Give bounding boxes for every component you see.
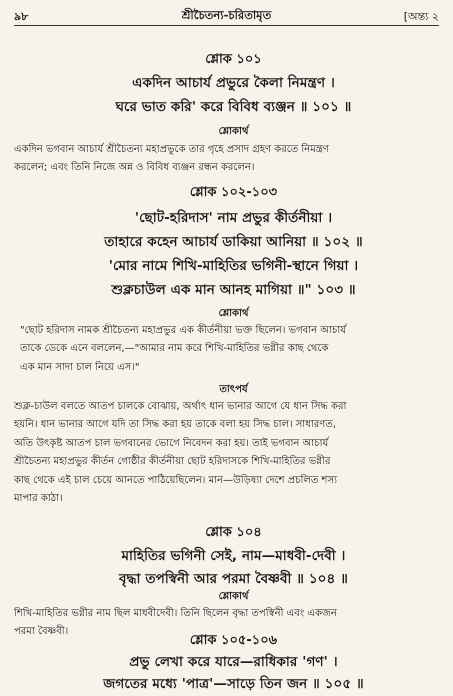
text-line: পরমা বৈষ্ণবী। [14,626,69,638]
chapter-marker: [অন্ত্য ২ [403,10,439,23]
verse-line: ঘরে ভাত করি' করে বিবিধ ব্যঞ্জন ॥ ১০১ ॥ [115,99,352,115]
translation-paragraph [14,141,437,178]
verse-line: মাহিতির ভগিনী সেই, নাম—মাধবী-দেবী । [121,548,346,564]
verse-line: একদিন আচার্য প্রভুরে কৈলা নিমন্ত্রণ । [132,75,335,91]
verse-heading: শ্লোক ১০২-১০৩ [189,185,278,200]
running-title: শ্রীচৈতন্য-চরিতামৃত [181,8,272,22]
text-line: "ছোট হরিদাস নামক শ্রীচৈতন্য মহাপ্রভুর এক কীর্তনীয়া ভক্ত ছিলেন। ভগবান আচার্য [20,325,346,336]
page-header [14,6,439,26]
verse-line: প্রভু লেখা করে যারে—রাধিকার 'গণ' । [129,654,338,670]
text-line: শুক্ল-চাউল বলতে আতপ চালকে বোঝায়, অর্থাৎ ধান ভানার আগে যে ধান সিদ্ধ করা [14,401,347,412]
text-line: এক মান সাদা চাল নিয়ে এস।" [20,361,140,373]
verse-heading: শ্লোক ১০১ [205,52,262,67]
translation-label: শ্লোকার্থ [218,591,249,602]
text-line: মাপার কাঠা। [14,493,63,505]
verse-line: জগতের মধ্যে 'পাত্র'—সাড়ে তিন জন ॥ ১০৫ ॥ [103,676,364,692]
text-line: অতি উৎকৃষ্ট আতপ চাল ভগবানের ভোগে নিবেদন করা হয়। তাই ভগবান আচার্য [14,437,329,449]
text-line: একদিন ভগবান আচার্য শ্রীচৈতন্য মহাপ্রভুকে তার গৃহে প্রসাদ গ্রহণ করতে নিমন্ত্রণ [14,144,329,155]
verse-line: তাহারে কহেন আচার্য ডাকিয়া আনিয়া ॥ ১০২ ॥ [104,234,363,250]
text-line: শ্রীচৈতন্য মহাপ্রভুর কীর্তন গোষ্ঠীর কীর্তনীয়া ছোট হরিদাসকে শিখি-মাহিতির ভগ্নীর [14,456,331,468]
text-line: করলেন; এবং তিনি নিজে অন্ন ও বিবিধ ব্যঞ্জন রন্ধন করলেন। [14,162,255,174]
page-number: ৯৮ [14,10,29,23]
text-line: হয়নি। ধান ভানার আগে যদি তা সিদ্ধ করা হয় তাকে বলা হয় সিদ্ধ চাল। সাধারণত, [14,419,336,431]
verse-line: শুক্লচাউল এক মান আনহ মাগিয়া ॥" ১০৩ ॥ [111,282,356,298]
text-line: তাকে ডেকে এনে বললেন,—"আমার নাম করে শিখি-মাহিতির ভগ্নীর কাছ থেকে [20,343,329,355]
verse-heading: শ্লোক ১০৪ [205,525,262,540]
purport-paragraph [14,398,437,508]
translation-label: শ্লোকার্থ [218,126,249,137]
verse-line: 'ছোট-হরিদাস' নাম প্রভুর কীর্তনীয়া । [134,210,333,226]
header-rule [14,25,439,26]
text-line: শিখি-মাহিতির ভগ্নীর নাম ছিল মাধবীদেবী। তিনি ছিলেন বৃদ্ধা তপস্বিনী এবং একজন [14,608,337,619]
translation-paragraph [20,322,437,377]
translation-label: শ্লোকার্থ [218,308,249,319]
verse-heading: শ্লোক ১০৫-১০৬ [189,633,278,648]
text-line: কাছ থেকে এই চাল চেয়ে আনতে পাঠিয়েছিলেন। মান—উড়িষ্যা দেশে প্রচলিত শস্য [14,474,337,486]
verse-line: বৃদ্ধা তপস্বিনী আর পরমা বৈষ্ণবী ॥ ১০৪ ॥ [119,571,348,587]
verse-line: 'মোর নামে শিখি-মাহিতির ভগিনী-স্থানে গিয়া । [108,258,359,274]
purport-label: তাৎপর্য [219,384,248,395]
